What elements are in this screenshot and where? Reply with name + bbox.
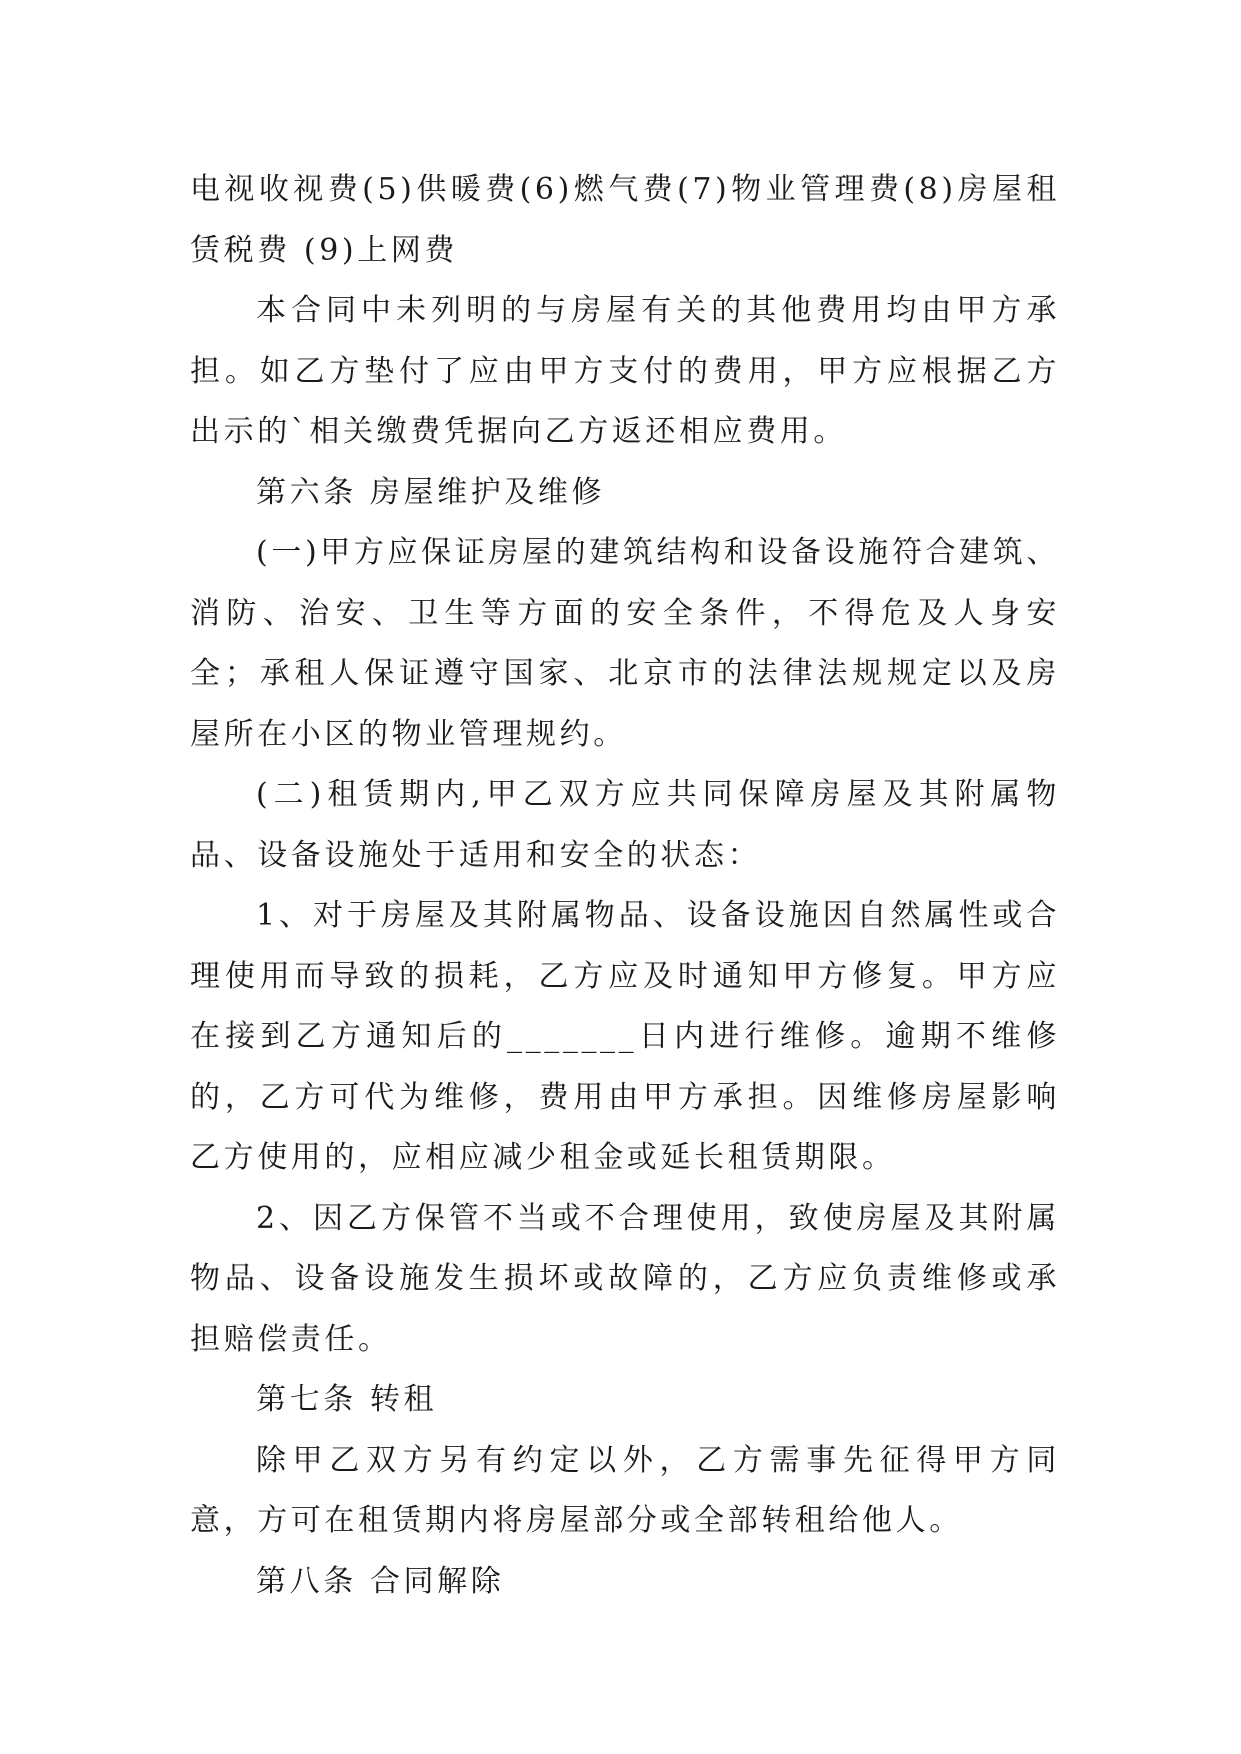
paragraph-article-6-item-1: 1、对于房屋及其附属物品、设备设施因自然属性或合理使用而导致的损耗，乙方应及时通知甲方修复。甲方应在接到乙方通知后的_______日内进行维修。逾期不维修的，乙方可代为维修，费用由甲方承担。因维修房屋影响乙方使用的，应相应减少租金或延长租赁期限。 (190, 898, 1060, 1175)
document-body (190, 160, 1060, 1612)
heading-article-7: 第七条 转租 (256, 1382, 438, 1417)
paragraph-article-6-clause-2: (二)租赁期内,甲乙双方应共同保障房屋及其附属物品、设备设施处于适用和安全的状态： (190, 777, 1060, 873)
paragraph-other-fees: 本合同中未列明的与房屋有关的其他费用均由甲方承担。如乙方垫付了应由甲方支付的费用，甲方应根据乙方出示的`相关缴费凭据向乙方返还相应费用。 (190, 293, 1060, 449)
heading-article-8: 第八条 合同解除 (256, 1563, 505, 1599)
heading-article-6: 第六条 房屋维护及维修 (256, 474, 606, 510)
paragraph-fees-list: 电视收视费(5)供暖费(6)燃气费(7)物业管理费(8)房屋租赁税费 (9)上网费 (190, 172, 1060, 268)
paragraph-article-6-item-2: 2、因乙方保管不当或不合理使用，致使房屋及其附属物品、设备设施发生损坏或故障的，乙方应负责维修或承担赔偿责任。 (190, 1200, 1060, 1357)
paragraph-article-7-body: 除甲乙双方另有约定以外，乙方需事先征得甲方同意，方可在租赁期内将房屋部分或全部转租给他人。 (190, 1442, 1060, 1538)
paragraph-article-6-clause-1: (一)甲方应保证房屋的建筑结构和设备设施符合建筑、消防、治安、卫生等方面的安全条件，不得危及人身安全；承租人保证遵守国家、北京市的法律法规规定以及房屋所在小区的物业管理规约。 (190, 535, 1060, 752)
